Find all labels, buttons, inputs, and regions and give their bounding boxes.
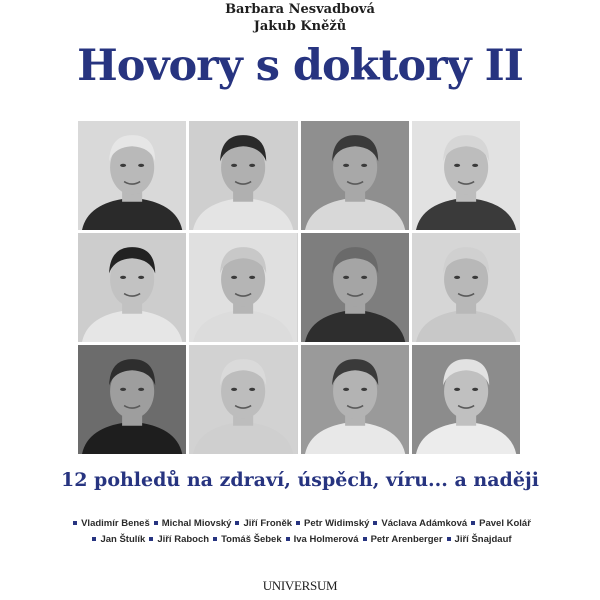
author-name-1: Barbara Nesvadbová: [225, 2, 375, 17]
names-line-2: [0, 532, 600, 548]
portrait-photo: [301, 345, 409, 454]
portrait-photo: [412, 345, 520, 454]
portrait-image: [301, 233, 409, 342]
portrait-photo: [78, 345, 186, 454]
bullet-square-icon: [149, 537, 153, 541]
portrait-image: [412, 121, 520, 230]
portrait-image: [412, 345, 520, 454]
portrait-image: [301, 121, 409, 230]
book-subtitle: 12 pohledů na zdraví, úspěch, víru... a naději: [60, 469, 540, 491]
bullet-square-icon: [286, 537, 290, 541]
doctor-name: Tomáš Šebek: [221, 534, 282, 545]
book-title: Hovory s doktory II: [77, 41, 523, 91]
portrait-image: [301, 345, 409, 454]
bullet-square-icon: [296, 521, 300, 525]
portrait-photo: [412, 121, 520, 230]
bullet-square-icon: [471, 521, 475, 525]
doctor-names: [0, 516, 600, 548]
portrait-grid: [78, 121, 520, 454]
doctor-name: Pavel Kolář: [479, 518, 531, 529]
portrait-image: [189, 233, 297, 342]
bullet-square-icon: [154, 521, 158, 525]
portrait-image: [78, 345, 186, 454]
portrait-photo: [189, 345, 297, 454]
portrait-image: [78, 121, 186, 230]
portrait-photo: [412, 233, 520, 342]
portrait-image: [189, 345, 297, 454]
doctor-name: Michal Miovský: [161, 518, 232, 529]
doctor-name: Petr Arenberger: [370, 534, 443, 545]
portrait-image: [189, 121, 297, 230]
doctor-name: Jiří Šnajdauf: [454, 534, 512, 545]
bullet-square-icon: [373, 521, 377, 525]
portrait-photo: [189, 233, 297, 342]
bullet-square-icon: [213, 537, 217, 541]
bullet-square-icon: [363, 537, 367, 541]
authors-block: [0, 0, 600, 35]
doctor-name: Jiří Froněk: [243, 518, 293, 529]
author-name-2: Jakub Kněžů: [253, 19, 347, 34]
portrait-photo: [189, 121, 297, 230]
portrait-image: [412, 233, 520, 342]
doctor-name: Václava Adámková: [381, 518, 468, 529]
bullet-square-icon: [92, 537, 96, 541]
names-line-1: [0, 516, 600, 532]
doctor-name: Jiří Raboch: [157, 534, 210, 545]
portrait-photo: [78, 233, 186, 342]
portrait-photo: [301, 233, 409, 342]
bullet-square-icon: [235, 521, 239, 525]
publisher-logo: UNIVERSUM: [262, 578, 338, 593]
doctor-name: Jan Štulík: [100, 534, 146, 545]
portrait-photo: [301, 121, 409, 230]
portrait-photo: [78, 121, 186, 230]
bullet-square-icon: [447, 537, 451, 541]
bullet-square-icon: [73, 521, 77, 525]
doctor-name: Iva Holmerová: [293, 534, 359, 545]
portrait-image: [78, 233, 186, 342]
doctor-name: Vladimír Beneš: [81, 518, 150, 529]
doctor-name: Petr Widimský: [304, 518, 370, 529]
